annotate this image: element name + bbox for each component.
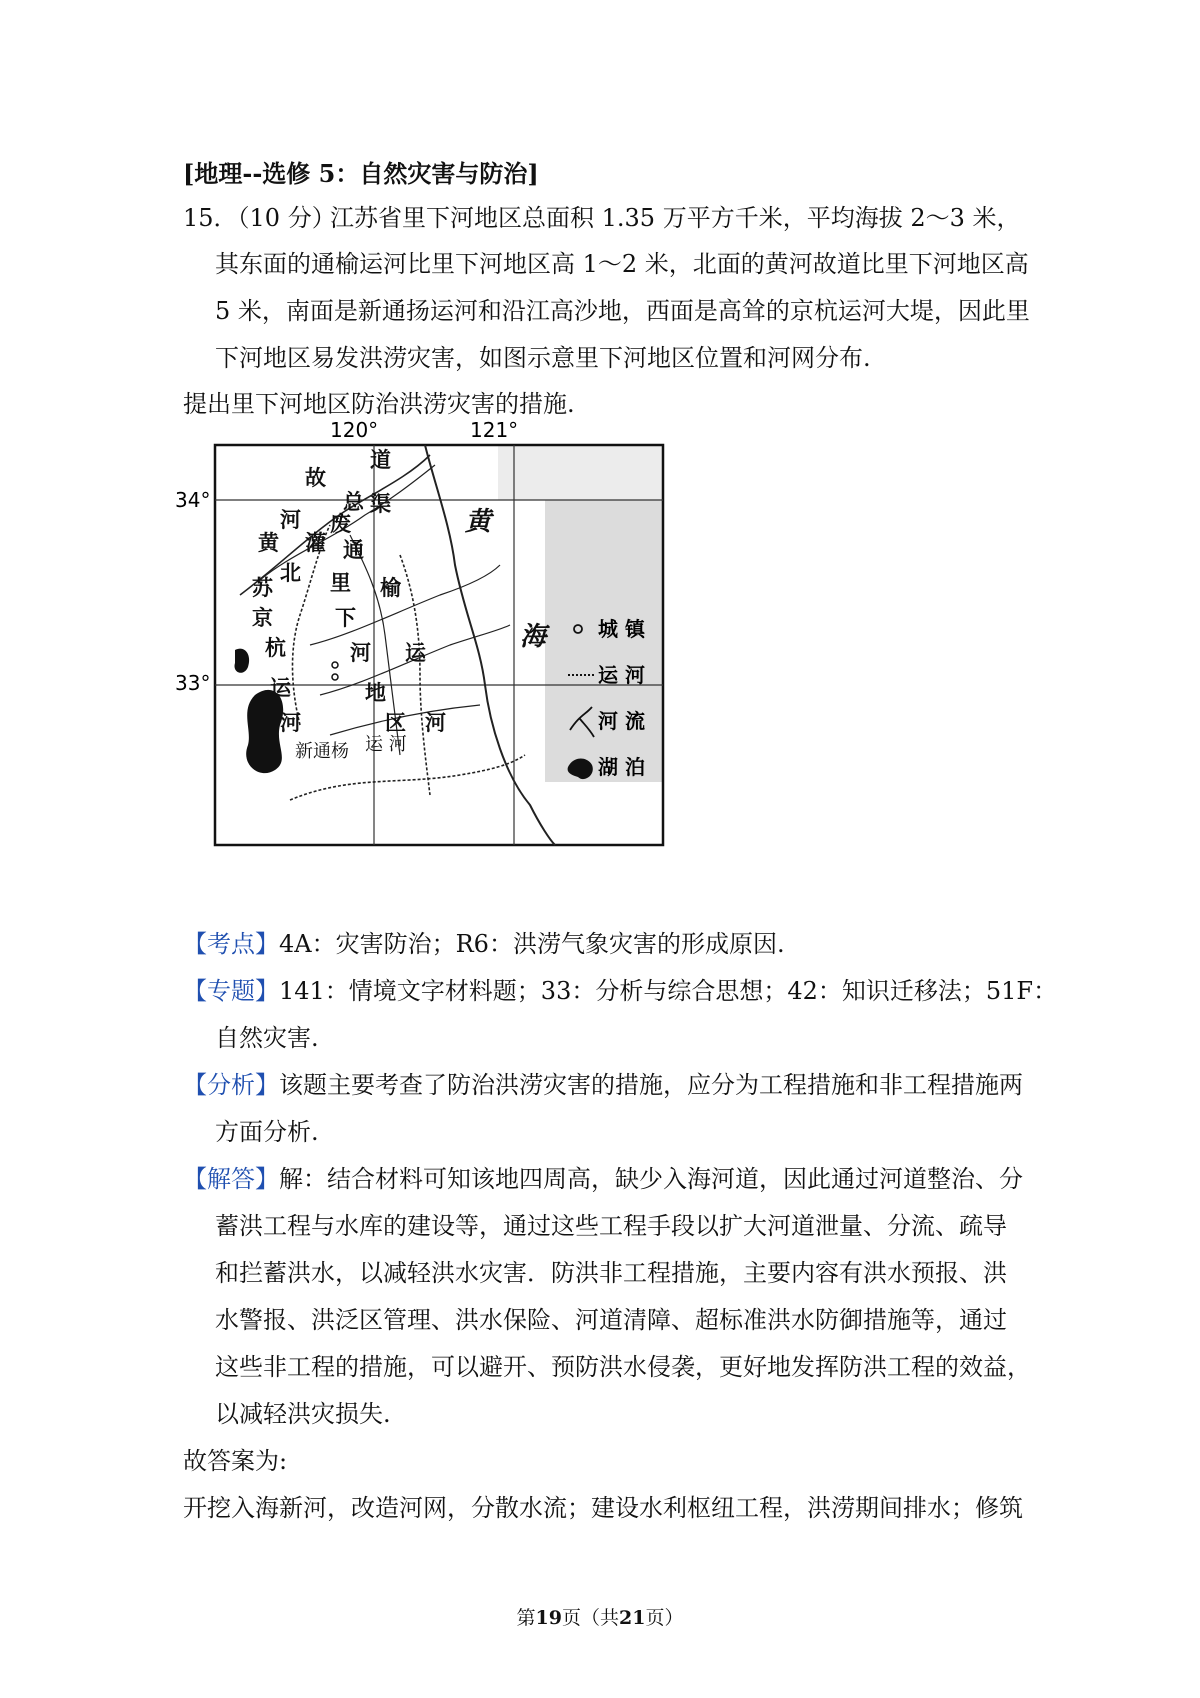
place-label: 运 — [405, 641, 426, 665]
footer-page-number: 19 — [535, 1607, 562, 1629]
place-label-canal: 运 河 — [365, 734, 407, 755]
question-prompt: 提出里下河地区防治洪涝灾害的措施. — [183, 390, 575, 418]
sea-label-huang: 黄 — [465, 507, 492, 537]
place-label-xintongyang: 新通杨 — [295, 741, 349, 762]
legend-label-lake: 湖 泊 — [598, 755, 645, 779]
footer-prefix: 第 — [516, 1607, 536, 1629]
place-label: 区 — [385, 711, 406, 735]
question-line-4: 下河地区易发洪涝灾害，如图示意里下河地区位置和河网分布. — [215, 344, 871, 372]
lake — [235, 649, 250, 673]
footer-middle: 页（共 — [561, 1607, 619, 1629]
jieda-line-2: 蓄洪工程与水库的建设等，通过这些工程手段以扩大河道泄量、分流、疏导 — [215, 1212, 1007, 1240]
place-label: 河 — [350, 641, 371, 665]
place-label: 河 — [280, 508, 301, 532]
kaodian-tag: 【考点】 — [183, 930, 279, 958]
legend-label-town: 城 镇 — [598, 617, 645, 641]
question-line-3: 5 米，南面是新通扬运河和沿江高沙地，西面是高耸的京杭运河大堤，因此里 — [215, 297, 1030, 325]
sea-shading — [545, 500, 663, 782]
jieda-line-3: 和拦蓄洪水，以减轻洪水灾害．防洪非工程措施，主要内容有洪水预报、洪 — [215, 1259, 1007, 1287]
place-label: 总 — [343, 490, 364, 514]
zhuanti-text: 141：情境文字材料题；33：分析与综合思想；42：知识迁移法；51F： — [279, 977, 1058, 1005]
lake — [246, 690, 283, 773]
place-label: 里 — [330, 571, 351, 595]
town-dot — [332, 662, 338, 668]
tongyu-canal — [400, 555, 430, 795]
kaodian-row — [183, 928, 785, 960]
place-label: 故 — [305, 466, 326, 490]
jieda-line-6: 以减轻洪灾损失. — [215, 1400, 391, 1428]
place-label: 运 — [270, 676, 291, 700]
place-label: 北 — [280, 561, 301, 585]
zhuanti-tag: 【专题】 — [183, 977, 279, 1005]
jieda-row — [183, 1163, 1023, 1195]
page-footer — [0, 1603, 1200, 1630]
question-number: 15．（10 分） — [183, 204, 336, 232]
place-label: 地 — [365, 681, 386, 705]
question-line-2: 其东面的通榆运河比里下河地区高 1～2 米，北面的黄河故道比里下河地区高 — [215, 250, 1029, 278]
place-label: 渠 — [370, 492, 391, 516]
zhuanti-row — [183, 975, 1057, 1007]
lat-label-34: 34° — [175, 488, 211, 512]
sea-label-hai: 海 — [520, 622, 547, 652]
jieda-line-4: 水警报、洪泛区管理、洪水保险、河道清障、超标准洪水防御措施等，通过 — [215, 1306, 1007, 1334]
place-label: 灌 — [305, 531, 326, 555]
place-label: 河 — [425, 711, 446, 735]
footer-total-pages: 21 — [619, 1607, 646, 1629]
lixiahe-map — [175, 418, 740, 865]
place-label: 杭 — [265, 636, 286, 660]
fenxi-text: 该题主要考查了防治洪涝灾害的措施，应分为工程措施和非工程措施两 — [279, 1071, 1023, 1099]
fenxi-row — [183, 1069, 1023, 1101]
footer-suffix: 页） — [645, 1607, 684, 1629]
answer-line: 开挖入海新河，改造河网，分散水流；建设水利枢纽工程，洪涝期间排水；修筑 — [183, 1494, 1023, 1522]
question-line-1: 江苏省里下河地区总面积 1.35 万平方千米，平均海拔 2～3 米， — [330, 204, 1021, 232]
place-label: 榆 — [380, 576, 401, 600]
zhuanti-line-2: 自然灾害. — [215, 1024, 319, 1052]
place-label: 通 — [343, 538, 364, 562]
sea-shading-north — [498, 445, 663, 500]
place-label: 京 — [252, 606, 273, 630]
section-title: [地理--选修 5：自然灾害与防治] — [183, 159, 539, 188]
answer-intro: 故答案为: — [183, 1447, 288, 1475]
place-label: 道 — [370, 448, 391, 472]
lon-label-121: 121° — [470, 418, 519, 442]
town-dot — [332, 674, 338, 680]
lon-label-120: 120° — [330, 418, 379, 442]
lat-label-33: 33° — [175, 671, 211, 695]
jieda-text: 解：结合材料可知该地四周高，缺少入海河道，因此通过河道整治、分 — [279, 1165, 1023, 1193]
jieda-tag: 【解答】 — [183, 1165, 279, 1193]
place-label: 苏 — [252, 576, 273, 600]
fenxi-line-2: 方面分析. — [215, 1118, 319, 1146]
kaodian-text: 4A：灾害防治；R6：洪涝气象灾害的形成原因. — [279, 930, 785, 958]
legend-label-river: 河 流 — [598, 709, 645, 733]
legend-label-canal: 运 河 — [598, 663, 645, 687]
fenxi-tag: 【分析】 — [183, 1071, 279, 1099]
place-label: 下 — [335, 606, 356, 630]
place-label: 废 — [330, 512, 351, 536]
jieda-line-5: 这些非工程的措施，可以避开、预防洪水侵袭，更好地发挥防洪工程的效益， — [215, 1353, 1031, 1381]
place-label: 河 — [280, 711, 301, 735]
place-label: 黄 — [258, 531, 279, 555]
